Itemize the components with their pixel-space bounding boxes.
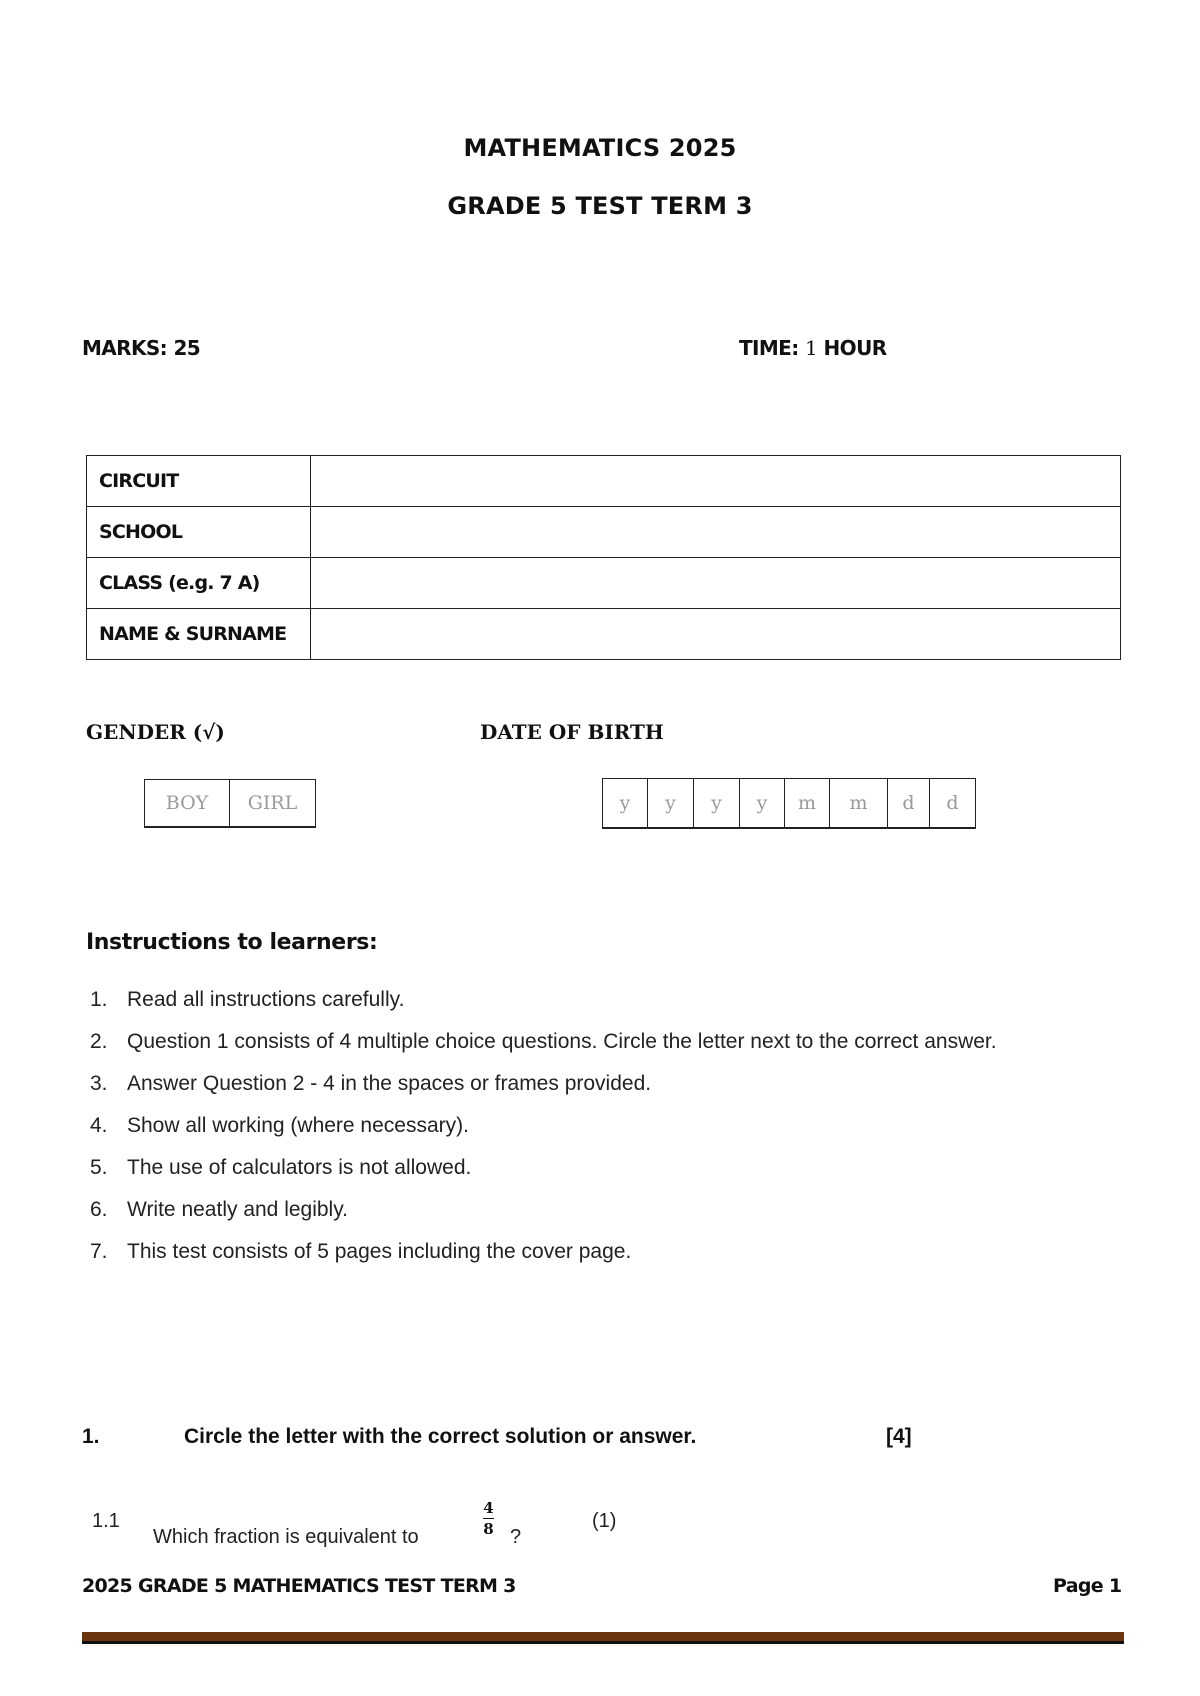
dob-month-box[interactable]: m — [785, 779, 830, 827]
footer-title: 2025 GRADE 5 MATHEMATICS TEST TERM 3 — [82, 1575, 516, 1597]
dob-label: DATE OF BIRTH — [480, 720, 664, 744]
time-value: 1 — [805, 336, 818, 360]
question-1-text: Circle the letter with the correct solution or answer. — [184, 1425, 697, 1448]
question-1-1-marks: (1) — [592, 1510, 617, 1532]
gender-boy-box[interactable]: BOY — [145, 780, 230, 826]
list-item — [86, 1198, 997, 1240]
learner-info-table — [86, 455, 1121, 660]
question-1-marks: [4] — [886, 1425, 912, 1448]
page-subtitle: GRADE 5 TEST TERM 3 — [447, 192, 753, 220]
dob-year-box[interactable]: y — [740, 779, 785, 827]
table-row — [87, 609, 1121, 660]
item-number: 4. — [90, 1114, 108, 1137]
item-number: 3. — [90, 1072, 108, 1095]
gender-label: GENDER (√) — [86, 720, 225, 744]
question-1-1-number: 1.1 — [92, 1510, 120, 1532]
table-row — [87, 558, 1121, 609]
instructions-list — [86, 988, 997, 1282]
footer-rule-thin — [82, 1641, 1124, 1644]
item-text: Show all working (where necessary). — [127, 1114, 469, 1137]
dob-day-box[interactable]: d — [930, 779, 976, 827]
item-number: 1. — [90, 988, 108, 1011]
question-1-1-text: Which fraction is equivalent to — [153, 1526, 419, 1548]
list-item — [86, 1072, 997, 1114]
table-row — [87, 507, 1121, 558]
list-item — [86, 1240, 997, 1282]
item-text: This test consists of 5 pages including the cover page. — [127, 1240, 632, 1263]
name-surname-field[interactable] — [311, 609, 1121, 660]
fraction-4-8 — [483, 1499, 494, 1538]
question-1-1-tail: ? — [510, 1526, 522, 1548]
name-surname-label: NAME & SURNAME — [87, 609, 311, 660]
list-item — [86, 1156, 997, 1198]
circuit-label: CIRCUIT — [87, 456, 311, 507]
page-number: Page 1 — [1053, 1575, 1122, 1597]
dob-month-box[interactable]: m — [830, 779, 888, 827]
item-text: Answer Question 2 - 4 in the spaces or frames provided. — [127, 1072, 652, 1095]
list-item — [86, 988, 997, 1030]
school-label: SCHOOL — [87, 507, 311, 558]
gender-girl-box[interactable]: GIRL — [230, 780, 316, 826]
item-number: 5. — [90, 1156, 108, 1179]
list-item — [86, 1114, 997, 1156]
dob-boxes — [602, 778, 976, 829]
time-prefix: TIME: — [739, 336, 799, 360]
item-text: Question 1 consists of 4 multiple choice questions. Circle the letter next to the correct answer. — [127, 1030, 997, 1053]
time-label — [739, 336, 887, 360]
dob-day-box[interactable]: d — [888, 779, 930, 827]
dob-year-box[interactable]: y — [648, 779, 694, 827]
time-suffix: HOUR — [823, 336, 887, 360]
gender-boxes — [144, 779, 316, 828]
circuit-field[interactable] — [311, 456, 1121, 507]
fraction-numerator: 4 — [483, 1499, 494, 1517]
class-label: CLASS (e.g. 7 A) — [87, 558, 311, 609]
marks-label: MARKS: 25 — [82, 336, 201, 360]
page-title: MATHEMATICS 2025 — [463, 134, 737, 162]
table-row — [87, 456, 1121, 507]
dob-year-box[interactable]: y — [603, 779, 648, 827]
item-text: The use of calculators is not allowed. — [127, 1156, 472, 1179]
school-field[interactable] — [311, 507, 1121, 558]
item-number: 6. — [90, 1198, 108, 1221]
item-number: 2. — [90, 1030, 108, 1053]
dob-year-box[interactable]: y — [694, 779, 740, 827]
question-1-number: 1. — [82, 1425, 100, 1448]
class-field[interactable] — [311, 558, 1121, 609]
item-number: 7. — [90, 1240, 108, 1263]
fraction-bar — [483, 1518, 494, 1519]
instructions-title: Instructions to learners: — [86, 930, 378, 955]
item-text: Write neatly and legibly. — [127, 1198, 349, 1221]
list-item — [86, 1030, 997, 1072]
fraction-denominator: 8 — [483, 1520, 494, 1538]
footer-rule — [82, 1632, 1124, 1641]
item-text: Read all instructions carefully. — [127, 988, 405, 1011]
